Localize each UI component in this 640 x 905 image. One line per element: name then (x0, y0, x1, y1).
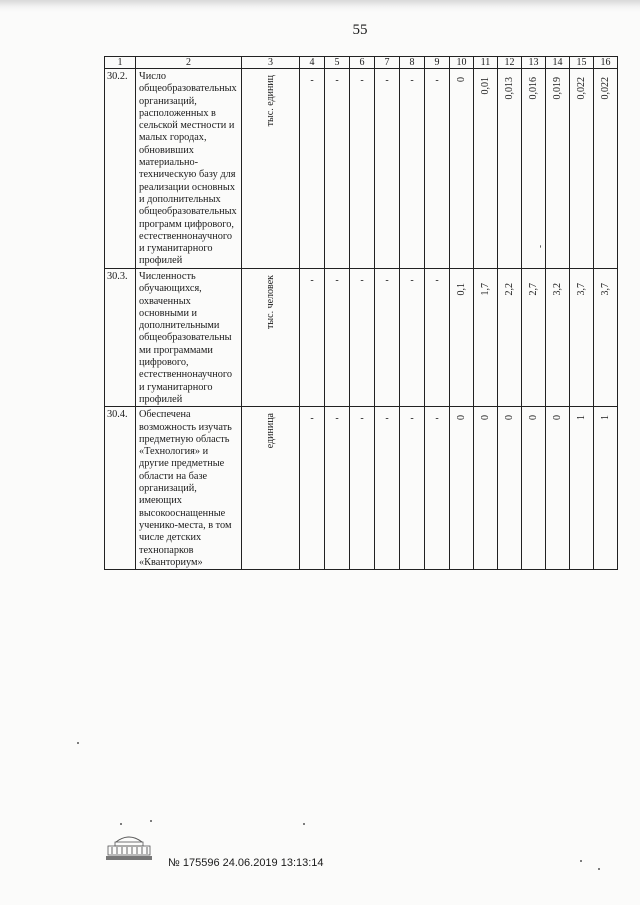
value-cell (350, 269, 375, 407)
value-text: - (410, 275, 414, 286)
scan-speck (580, 860, 582, 862)
value-text: 0 (455, 415, 467, 421)
value-cell (474, 407, 498, 570)
value-cell (570, 269, 594, 407)
value-cell (400, 69, 425, 269)
header-cell: 9 (425, 57, 450, 69)
value-cell (400, 407, 425, 570)
value-text: - (310, 413, 314, 425)
header-cell: 4 (300, 57, 325, 69)
value-cell (498, 269, 522, 407)
table-row (105, 69, 618, 269)
value-cell (546, 269, 570, 407)
value-text: 0,019 (551, 77, 563, 100)
table-row (105, 407, 618, 570)
value-text: 0 (479, 415, 491, 421)
value-text: 3,2 (551, 283, 563, 296)
scan-speck (540, 245, 541, 248)
unit-cell (242, 407, 300, 570)
value-cell (498, 69, 522, 269)
header-cell: 6 (350, 57, 375, 69)
header-cell: 15 (570, 57, 594, 69)
scan-speck (150, 820, 152, 822)
header-cell: 13 (522, 57, 546, 69)
header-cell: 5 (325, 57, 350, 69)
value-cell (350, 407, 375, 570)
value-text: 3,7 (575, 283, 587, 296)
table-row (105, 269, 618, 407)
indicator-name: Обеспечена возможность изучать предметную область «Технология» и другие предметные области на базе организаций, имеющих высокооснащенные ученико-места, в том числе детских технопарков «Кванториум» (136, 407, 242, 570)
value-text: - (385, 413, 389, 425)
value-text: 0,016 (527, 77, 539, 100)
value-text: - (360, 275, 364, 286)
value-text: 3,7 (599, 283, 611, 296)
header-cell: 14 (546, 57, 570, 69)
emblem-stamp-icon (98, 828, 160, 862)
value-cell (450, 69, 474, 269)
value-cell (522, 407, 546, 570)
header-cell: 1 (105, 57, 136, 69)
header-cell: 8 (400, 57, 425, 69)
value-cell (522, 69, 546, 269)
unit-cell (242, 269, 300, 407)
value-cell (594, 269, 618, 407)
value-text: 0,013 (503, 77, 515, 100)
unit-cell (242, 69, 300, 269)
header-cell: 2 (136, 57, 242, 69)
value-cell (474, 269, 498, 407)
value-text: - (310, 75, 314, 86)
value-cell (375, 69, 400, 269)
value-cell (474, 69, 498, 269)
unit-label: тыс. человек (264, 275, 276, 329)
scan-top-edge (0, 0, 640, 12)
column-number-header (105, 57, 618, 69)
value-cell (300, 69, 325, 269)
row-number: 30.2. (105, 69, 136, 269)
value-text: - (410, 75, 414, 86)
header-cell: 10 (450, 57, 474, 69)
value-text: - (435, 75, 439, 86)
scan-speck (598, 868, 600, 870)
value-cell (400, 269, 425, 407)
scan-speck (77, 742, 79, 744)
value-cell (546, 407, 570, 570)
indicator-table (104, 56, 618, 570)
value-text: - (360, 413, 364, 425)
value-cell (570, 69, 594, 269)
row-number: 30.3. (105, 269, 136, 407)
scan-speck (303, 823, 305, 825)
value-text: 1,7 (479, 283, 491, 296)
value-text: 0,022 (575, 77, 587, 100)
header-cell: 7 (375, 57, 400, 69)
value-cell (350, 69, 375, 269)
value-cell (425, 69, 450, 269)
value-text: 0 (551, 415, 563, 421)
value-text: - (385, 275, 389, 286)
page-number: 55 (352, 22, 368, 38)
header-cell: 16 (594, 57, 618, 69)
value-cell (594, 69, 618, 269)
indicator-name: Численность обучающихся, охваченных основными и дополнительными общеобразовательны ми программами цифрового, естественнонаучного и гуманитарного профилей (136, 269, 242, 407)
value-text: 2,2 (503, 283, 515, 296)
indicator-name: Число общеобразовательных организаций, расположенных в сельской местности и малых городах, обновивших материально-техническую базу для реализации основных и дополнительных общеобразовательных программ цифрового, естественнонаучного и гуманитарного профилей (136, 69, 242, 269)
value-cell (325, 69, 350, 269)
header-cell: 3 (242, 57, 300, 69)
value-text: - (435, 275, 439, 286)
unit-label: тыс. единиц (264, 75, 276, 127)
value-text: 1 (599, 415, 611, 421)
value-text: 0,1 (455, 283, 467, 296)
value-text: 2,7 (527, 283, 539, 296)
value-cell (300, 269, 325, 407)
unit-label: единица (264, 413, 276, 449)
value-text: 0 (503, 415, 515, 421)
value-cell (425, 407, 450, 570)
value-cell (594, 407, 618, 570)
value-text: 0,01 (479, 77, 491, 95)
scan-speck (120, 823, 122, 825)
value-text: - (335, 413, 339, 425)
value-cell (375, 407, 400, 570)
value-text: - (410, 413, 414, 425)
value-text: - (360, 75, 364, 86)
value-text: - (385, 75, 389, 86)
value-text: - (435, 413, 439, 425)
value-text: - (310, 275, 314, 286)
value-cell (300, 407, 325, 570)
value-cell (522, 269, 546, 407)
value-cell (498, 407, 522, 570)
value-cell (546, 69, 570, 269)
value-text: - (335, 75, 339, 86)
value-text: 0,022 (599, 77, 611, 100)
document-registration-id: № 175596 24.06.2019 13:13:14 (168, 857, 324, 869)
value-cell (450, 269, 474, 407)
value-cell (325, 407, 350, 570)
header-cell: 12 (498, 57, 522, 69)
row-number: 30.4. (105, 407, 136, 570)
value-cell (570, 407, 594, 570)
value-text: 0 (527, 415, 539, 421)
value-text: 1 (575, 415, 587, 421)
value-cell (325, 269, 350, 407)
value-text: 0 (455, 77, 467, 82)
value-cell (450, 407, 474, 570)
value-cell (375, 269, 400, 407)
header-cell: 11 (474, 57, 498, 69)
value-cell (425, 269, 450, 407)
value-text: - (335, 275, 339, 286)
